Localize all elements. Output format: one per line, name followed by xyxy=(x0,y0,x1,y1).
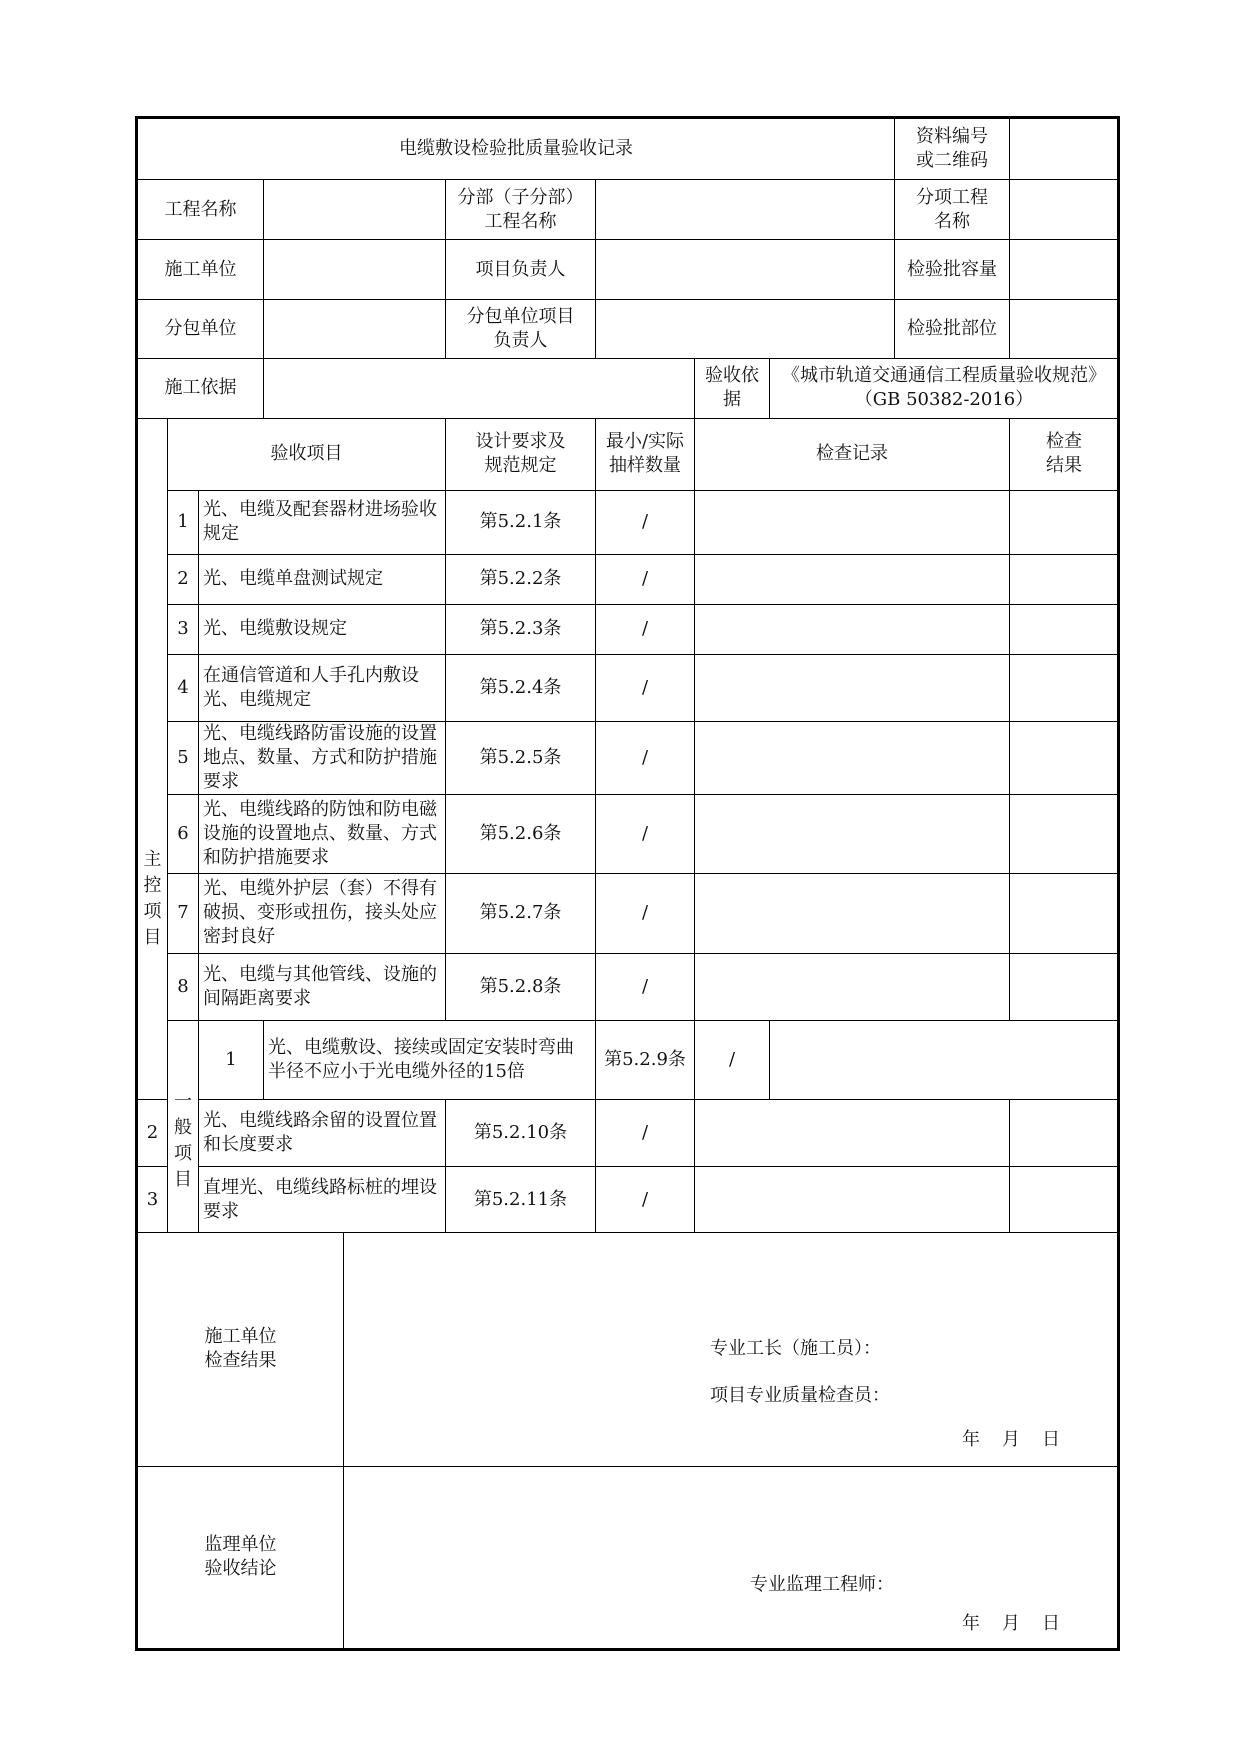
contractor-field[interactable] xyxy=(264,240,446,300)
item-text: 光、电缆线路的防蚀和防电磁设施的设置地点、数量、方式和防护措施要求 xyxy=(199,795,446,874)
date-month: 月 xyxy=(1002,1612,1020,1634)
item-no: 1 xyxy=(168,490,199,554)
sub-pm-label-line1: 分包单位项目 xyxy=(466,306,575,328)
table-row xyxy=(137,953,1119,1020)
item-no: 4 xyxy=(168,655,199,722)
item-label xyxy=(895,180,1010,240)
item-sample: / xyxy=(596,655,695,722)
item-text: 光、电缆单盘测试规定 xyxy=(199,554,446,604)
contractor-signature-area[interactable] xyxy=(344,1233,1119,1466)
subcontractor-field[interactable] xyxy=(264,300,446,359)
header-inspect-item: 验收项目 xyxy=(168,418,446,490)
item-clause: 第5.2.10条 xyxy=(446,1099,596,1166)
division-label-line1: 分部（子分部） xyxy=(457,186,584,208)
contractor-label: 施工单位 xyxy=(137,240,264,300)
doc-no-label xyxy=(895,118,1010,180)
item-record[interactable] xyxy=(695,953,1010,1020)
foreman-label: 专业工长（施工员）： xyxy=(710,1338,881,1360)
item-record[interactable] xyxy=(695,604,1010,654)
item-clause: 第5.2.11条 xyxy=(446,1166,596,1232)
item-sample: / xyxy=(695,1020,770,1099)
item-record[interactable] xyxy=(695,490,1010,554)
date-month: 月 xyxy=(1002,1429,1020,1451)
item-result[interactable] xyxy=(1010,554,1119,604)
contractor-check-label: 施工单位 检查结果 xyxy=(137,1233,344,1466)
item-no: 6 xyxy=(168,795,199,874)
item-no: 7 xyxy=(168,874,199,953)
item-record[interactable] xyxy=(695,874,1010,953)
item-result[interactable] xyxy=(1010,1099,1119,1166)
header-design: 设计要求及 规范规定 xyxy=(446,418,596,490)
item-clause: 第5.2.4条 xyxy=(446,655,596,722)
capacity-field[interactable] xyxy=(1010,240,1119,300)
item-record[interactable] xyxy=(695,722,1010,795)
item-no: 5 xyxy=(168,722,199,795)
item-clause: 第5.2.7条 xyxy=(446,874,596,953)
item-sample: / xyxy=(596,554,695,604)
item-label-line2: 名称 xyxy=(934,210,971,232)
table-row xyxy=(137,1166,1119,1232)
item-record[interactable] xyxy=(695,655,1010,722)
table-row xyxy=(137,1099,1119,1166)
item-no: 1 xyxy=(199,1020,264,1099)
table-row xyxy=(137,655,1119,722)
header-result: 检查 结果 xyxy=(1010,418,1119,490)
capacity-label: 检验批容量 xyxy=(895,240,1010,300)
item-sample: / xyxy=(596,722,695,795)
project-name-label: 工程名称 xyxy=(137,180,264,240)
location-label: 检验批部位 xyxy=(895,300,1010,359)
table-row xyxy=(137,874,1119,953)
division-field[interactable] xyxy=(596,180,895,240)
item-result[interactable] xyxy=(1010,874,1119,953)
date-day: 日 xyxy=(1042,1429,1060,1451)
item-no: 3 xyxy=(168,604,199,654)
standard-line1: 《城市轨道交通通信工程质量验收规范》 xyxy=(782,365,1106,387)
standard-line2: （GB 50382-2016） xyxy=(854,389,1034,411)
table-row xyxy=(137,1020,1119,1099)
date-year: 年 xyxy=(962,1612,980,1634)
item-clause: 第5.2.9条 xyxy=(596,1020,695,1099)
item-text: 光、电缆线路余留的设置位置和长度要求 xyxy=(199,1099,446,1166)
table-row xyxy=(137,554,1119,604)
doc-no-label-line2: 或二维码 xyxy=(916,150,989,172)
general-group-label: 一 般 项 目 xyxy=(168,1020,199,1232)
item-no: 8 xyxy=(168,953,199,1020)
sub-pm-label-line2: 负责人 xyxy=(493,330,548,352)
item-sample: / xyxy=(596,795,695,874)
location-field[interactable] xyxy=(1010,300,1119,359)
item-result[interactable] xyxy=(1010,655,1119,722)
item-clause: 第5.2.5条 xyxy=(446,722,596,795)
item-text: 光、电缆及配套器材进场验收规定 xyxy=(199,490,446,554)
item-result[interactable] xyxy=(1010,1166,1119,1232)
item-sample: / xyxy=(596,1099,695,1166)
doc-no-field[interactable] xyxy=(1010,118,1119,180)
item-clause: 第5.2.8条 xyxy=(446,953,596,1020)
item-no: 3 xyxy=(137,1166,168,1232)
division-label-line2: 工程名称 xyxy=(484,210,557,232)
quality-inspector-label: 项目专业质量检查员： xyxy=(710,1385,890,1407)
item-result[interactable] xyxy=(1010,953,1119,1020)
item-sample: / xyxy=(596,874,695,953)
supervisor-check-label: 监理单位 验收结论 xyxy=(137,1466,344,1649)
item-record[interactable] xyxy=(695,1166,1010,1232)
item-sample: / xyxy=(596,1166,695,1232)
inspection-record-form xyxy=(135,116,1120,1651)
basis-field[interactable] xyxy=(264,359,695,418)
item-record[interactable] xyxy=(695,554,1010,604)
item-text: 光、电缆敷设规定 xyxy=(199,604,446,654)
sub-pm-label xyxy=(446,300,596,359)
item-sample: / xyxy=(596,490,695,554)
item-no: 2 xyxy=(137,1099,168,1166)
item-record[interactable] xyxy=(695,1099,1010,1166)
item-clause: 第5.2.2条 xyxy=(446,554,596,604)
table-row xyxy=(137,795,1119,874)
item-result[interactable] xyxy=(1010,604,1119,654)
item-result[interactable] xyxy=(1010,722,1119,795)
form-title: 电缆敷设检验批质量验收记录 xyxy=(137,118,895,180)
item-text: 光、电缆与其他管线、设施的间隔距离要求 xyxy=(199,953,446,1020)
subcontractor-label: 分包单位 xyxy=(137,300,264,359)
date-day: 日 xyxy=(1042,1612,1060,1634)
basis-label: 施工依据 xyxy=(137,359,264,418)
item-result[interactable] xyxy=(1010,795,1119,874)
pm-field[interactable] xyxy=(596,240,895,300)
table-row xyxy=(137,490,1119,554)
date-year: 年 xyxy=(962,1429,980,1451)
item-label-line1: 分项工程 xyxy=(916,186,989,208)
item-result[interactable] xyxy=(1010,490,1119,554)
division-label xyxy=(446,180,596,240)
item-field[interactable] xyxy=(1010,180,1119,240)
header-record: 检查记录 xyxy=(695,418,1010,490)
item-text: 光、电缆外护层（套）不得有破损、变形或扭伤，接头处应密封良好 xyxy=(199,874,446,953)
main-control-group-label: 主 控 项 目 xyxy=(137,418,168,1099)
item-record[interactable] xyxy=(695,795,1010,874)
supervising-engineer-label: 专业监理工程师： xyxy=(750,1573,894,1595)
doc-no-label-line1: 资料编号 xyxy=(916,126,989,148)
item-text: 在通信管道和人手孔内敷设光、电缆规定 xyxy=(199,655,446,722)
supervisor-signature-area[interactable] xyxy=(344,1466,1119,1649)
item-record[interactable] xyxy=(770,1020,1119,1099)
item-clause: 第5.2.6条 xyxy=(446,795,596,874)
pm-label: 项目负责人 xyxy=(446,240,596,300)
header-sample: 最小/实际 抽样数量 xyxy=(596,418,695,490)
table-row xyxy=(137,604,1119,654)
item-text: 直埋光、电缆线路标桩的埋设要求 xyxy=(199,1166,446,1232)
acceptance-basis-label: 验收依据 xyxy=(695,359,770,418)
item-sample: / xyxy=(596,953,695,1020)
acceptance-standard xyxy=(770,359,1119,418)
item-clause: 第5.2.1条 xyxy=(446,490,596,554)
project-name-field[interactable] xyxy=(264,180,446,240)
item-clause: 第5.2.3条 xyxy=(446,604,596,654)
item-text: 光、电缆线路防雷设施的设置地点、数量、方式和防护措施要求 xyxy=(199,722,446,795)
item-text: 光、电缆敷设、接续或固定安装时弯曲半径不应小于光电缆外径的15倍 xyxy=(264,1020,596,1099)
table-row xyxy=(137,722,1119,795)
item-sample: / xyxy=(596,604,695,654)
sub-pm-field[interactable] xyxy=(596,300,895,359)
item-no: 2 xyxy=(168,554,199,604)
